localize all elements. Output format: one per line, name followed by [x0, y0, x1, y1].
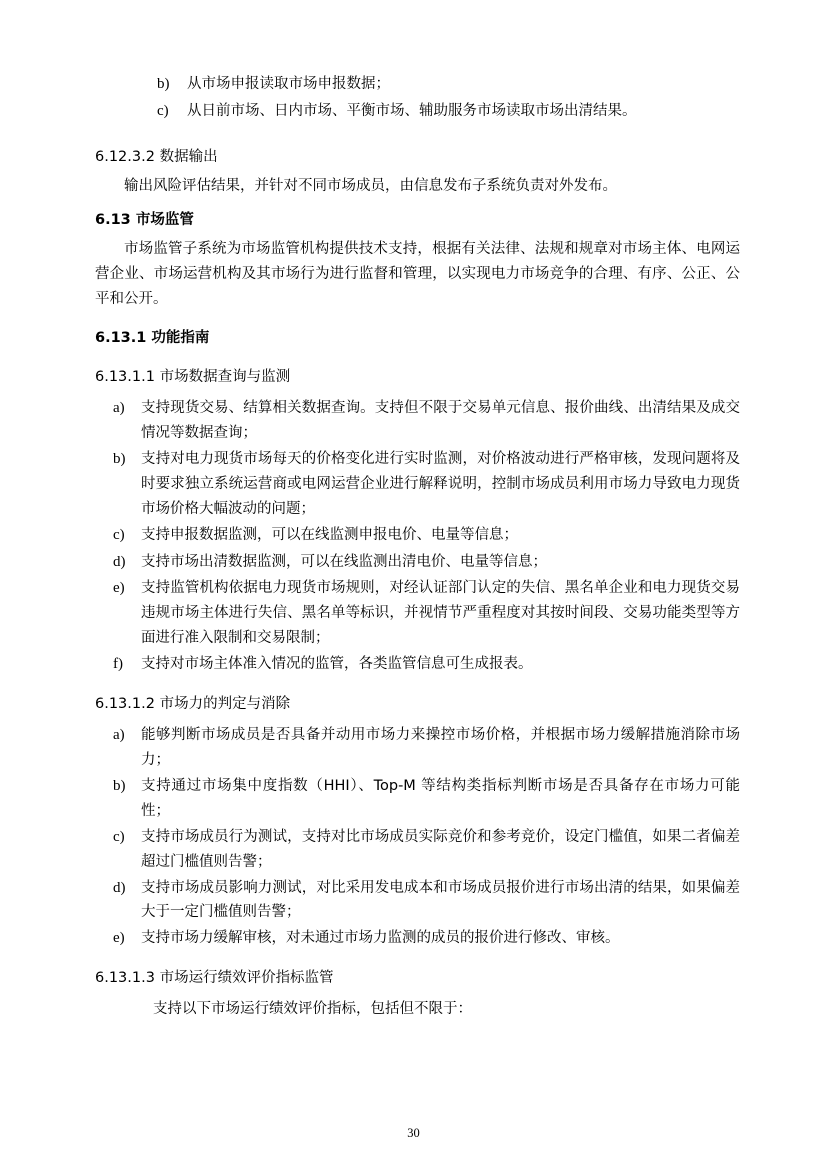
heading-6-13-1: 6.13.1 功能指南 — [95, 330, 210, 347]
list-marker: d) — [113, 553, 126, 570]
list-continuation-6-12-3-1 — [95, 72, 740, 125]
heading-6-12-3-2: 6.12.3.2 数据输出 — [95, 148, 218, 165]
list-item — [95, 723, 740, 773]
list-6-13-1-2 — [95, 723, 740, 952]
heading-6-13-1-3: 6.13.1.3 市场运行绩效评价指标监管 — [95, 970, 334, 987]
list-item — [95, 876, 740, 926]
document-body — [95, 72, 740, 1022]
list-marker: b) — [157, 76, 170, 92]
list-marker: a) — [113, 400, 125, 417]
list-marker: b) — [113, 777, 126, 794]
list-item-text: 支持监管机构依据电力现货市场规则，对经认证部门认定的失信、黑名单企业和电力现货交易违规市场主体进行失信、黑名单等标识，并视情节严重程度对其按时间段、交易功能类型等方面进行准入限制和交易限制； — [141, 580, 740, 647]
para-market-supervision-intro: 市场监管子系统为市场监管机构提供技术支持，根据有关法律、法规和规章对市场主体、电网运营企业、市场运营机构及其市场行为进行监督和管理，以实现电力市场竞争的合理、有序、公正、公平和公开。 — [95, 241, 740, 308]
list-item — [95, 825, 740, 875]
list-item-text: 支持市场力缓解审核，对未通过市场力监测的成员的报价进行修改、审核。 — [141, 930, 620, 947]
list-item — [95, 523, 740, 549]
list-item-text: 支持对市场主体准入情况的监管，各类监管信息可生成报表。 — [141, 656, 533, 673]
list-item-text: 支持通过市场集中度指数（HHI）、Top-M 等结构类指标判断市场是否具备存在市场力可能性； — [141, 777, 740, 819]
list-item — [95, 447, 740, 522]
list-item-text: 从日前市场、日内市场、平衡市场、辅助服务市场读取市场出清结果。 — [187, 102, 637, 119]
list-marker: c) — [113, 828, 125, 845]
page-number: 30 — [407, 1126, 420, 1140]
list-item — [95, 99, 740, 125]
heading-6-13: 6.13 市场监管 — [95, 212, 194, 229]
list-item — [95, 550, 740, 576]
list-item — [95, 774, 740, 824]
list-marker: d) — [113, 879, 126, 896]
list-marker: b) — [113, 450, 126, 467]
list-item-text: 能够判断市场成员是否具备并动用市场力来操控市场价格，并根据市场力缓解措施消除市场力； — [141, 726, 740, 768]
list-marker: c) — [113, 526, 125, 543]
heading-6-13-1-1: 6.13.1.1 市场数据查询与监测 — [95, 369, 291, 386]
para-performance-indicators-intro: 支持以下市场运行绩效评价指标，包括但不限于： — [153, 1001, 472, 1018]
heading-6-13-1-2: 6.13.1.2 市场力的判定与消除 — [95, 695, 291, 712]
list-item — [95, 72, 740, 98]
list-item-text: 支持申报数据监测，可以在线监测申报电价、电量等信息； — [141, 526, 518, 543]
list-item-text: 支持市场成员行为测试，支持对比市场成员实际竞价和参考竞价，设定门槛值，如果二者偏差超过门槛值则告警； — [141, 828, 740, 870]
para-data-output: 输出风险评估结果，并针对不同市场成员，由信息发布子系统负责对外发布。 — [124, 177, 617, 194]
list-item — [95, 396, 740, 446]
list-marker: e) — [113, 580, 125, 597]
list-item-text: 支持市场成员影响力测试，对比采用发电成本和市场成员报价进行市场出清的结果，如果偏差大于一定门槛值则告警； — [141, 879, 740, 921]
list-marker: c) — [157, 102, 169, 119]
list-marker: f) — [113, 656, 123, 673]
list-item-text: 从市场申报读取市场申报数据； — [187, 76, 390, 92]
list-item-text: 支持市场出清数据监测，可以在线监测出清电价、电量等信息； — [141, 553, 547, 570]
list-item — [95, 926, 740, 952]
list-marker: e) — [113, 930, 125, 947]
list-item — [95, 576, 740, 651]
list-item-text: 支持对电力现货市场每天的价格变化进行实时监测，对价格波动进行严格审核，发现问题将及时要求独立系统运营商或电网运营企业进行解释说明，控制市场成员利用市场力导致电力现货市场价格大幅波动的问题； — [141, 450, 740, 517]
list-item-text: 支持现货交易、结算相关数据查询。支持但不限于交易单元信息、报价曲线、出清结果及成交情况等数据查询； — [141, 400, 740, 442]
list-marker: a) — [113, 726, 125, 743]
list-6-13-1-1 — [95, 396, 740, 678]
list-item — [95, 652, 740, 678]
